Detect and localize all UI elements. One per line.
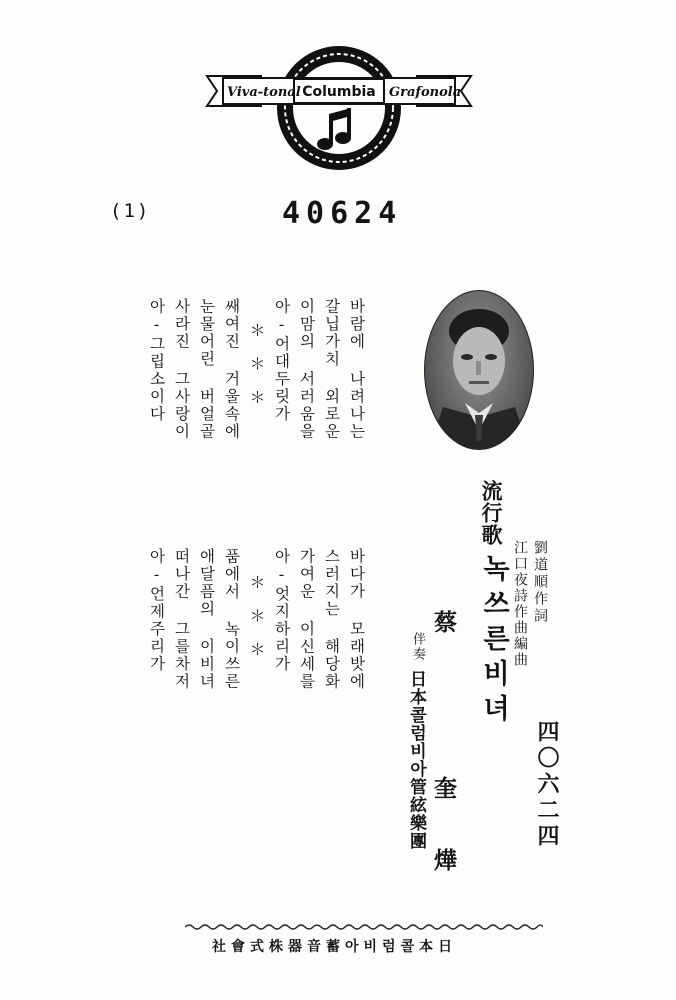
lyric-line: 이맘의 서러움을: [297, 298, 316, 441]
lyric-line: 애달픔의 이비녀: [197, 548, 216, 691]
lyric-line: 쌔여진 거울속에: [222, 298, 241, 441]
record-number: 40624: [282, 196, 403, 231]
singer-surname: 蔡: [434, 609, 457, 636]
verse-separator: ＊＊＊: [247, 574, 266, 675]
lyric-line: 바다가 모래밧에: [347, 548, 366, 691]
logo-brand-text: Columbia: [302, 84, 376, 100]
columbia-logo: [205, 42, 473, 174]
logo-left-text: Viva-tonal: [227, 85, 301, 100]
lyric-line: 떠나간 그를차저: [172, 548, 191, 691]
song-title: 녹쓰른비녀: [478, 554, 509, 729]
publisher-footer: 社會式株器音蓄아비럼콜本日: [212, 939, 458, 955]
lyric-line: 아-언제주리가: [147, 548, 166, 673]
lyric-line: 스러지는 해당화: [322, 548, 341, 691]
lyric-line: 사라진 그사랑이: [172, 298, 191, 441]
page-number: (1): [110, 200, 151, 222]
lyricist-credit: 劉道順作詞: [532, 540, 548, 625]
logo-right-text: Grafonola: [389, 85, 462, 100]
lyric-line: 아-어대두릿가: [272, 298, 291, 423]
verse-separator: ＊＊＊: [247, 322, 266, 423]
singer-given-name-2: 燁: [434, 847, 457, 874]
lyric-line: 아-그립소이다: [147, 298, 166, 423]
orchestra-name: 日本콜럼비아管絃樂團: [406, 670, 426, 850]
lyric-line: 갈닙가치 외로운: [322, 298, 341, 441]
catalog-number: 四〇六二四: [534, 720, 560, 850]
singer-given-name-1: 奎: [434, 775, 457, 802]
lyric-line: 품에서 녹이쓰른: [222, 548, 241, 691]
composer-credit: 江口夜詩作曲編曲: [512, 540, 528, 668]
accompaniment-label: 伴奏: [410, 632, 425, 662]
lyric-line: 눈물어린 버얼골: [197, 298, 216, 441]
footer-wavy-rule: [185, 922, 543, 932]
singer-portrait: [424, 290, 534, 450]
lyric-line: 가여운 이신세를: [297, 548, 316, 691]
genre-label: 流行歌: [479, 480, 504, 546]
lyric-line: 바람에 나려나는: [347, 298, 366, 441]
lyric-line: 아-엇지하리가: [272, 548, 291, 673]
